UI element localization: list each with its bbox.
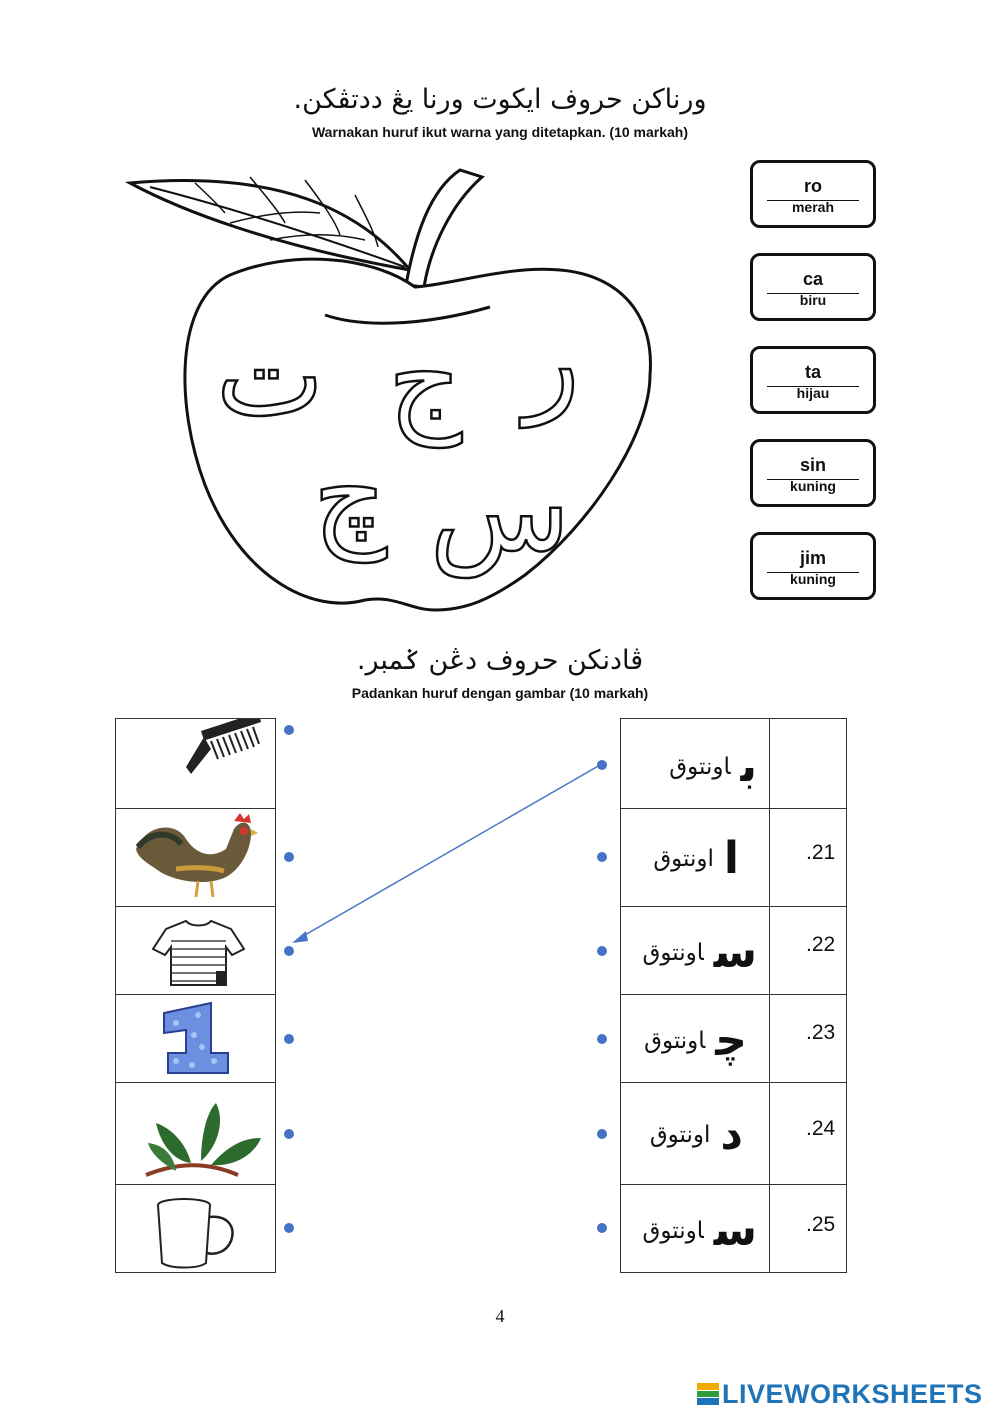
brand-mark-icon <box>697 1383 719 1405</box>
letter-cell-2 <box>620 906 770 995</box>
letter-label: ساونتوق <box>642 927 757 978</box>
apple-stem <box>406 170 482 287</box>
legend-letter: ca <box>802 269 824 289</box>
match-dot-letter-ca[interactable] <box>597 1034 607 1044</box>
number-cell-4: .24 <box>769 1082 847 1185</box>
legend-color: biru <box>799 292 827 308</box>
legend-box-ca <box>750 253 876 321</box>
legend-color: kuning <box>790 478 836 494</box>
legend-color: merah <box>791 199 835 215</box>
number-cell-2: .22 <box>769 906 847 995</box>
picture-cell-rooster <box>115 808 276 907</box>
match-dot-picture-number-one[interactable] <box>284 1034 294 1044</box>
picture-cell-cup <box>115 1184 276 1273</box>
picture-cell-number-one <box>115 994 276 1083</box>
section2-title-jawi: ڤادنکن حروف دڠن ݢمبر. <box>356 645 644 676</box>
letter-cell-3 <box>620 994 770 1083</box>
legend-color: hijau <box>796 385 830 401</box>
picture-cell-shirt <box>115 906 276 995</box>
brand-logo <box>697 1380 983 1408</box>
apple-leaf <box>130 181 410 270</box>
example-match-arrow <box>280 755 610 955</box>
letter-label: ااونتوق <box>653 833 739 884</box>
legend-letter: jim <box>799 548 826 568</box>
letter-label: داونتوق <box>649 1109 743 1160</box>
rooster-icon <box>116 809 277 908</box>
match-dot-picture-cup[interactable] <box>284 1223 294 1233</box>
section1-title-jawi: ورناکن حروف ايکوت ورنا يڠ ددتڤکن. <box>293 84 707 115</box>
apple-letter-sin[interactable]: س <box>429 444 571 578</box>
brand-name: LIVEWORKSHEETS <box>722 1378 983 1409</box>
letter-label: ساونتوق <box>642 1205 757 1256</box>
letter-cell-5 <box>620 1184 770 1273</box>
letter-cell-1 <box>620 808 770 907</box>
legend-box-jim <box>750 532 876 600</box>
apple-letter-ca[interactable]: چ <box>312 429 388 563</box>
leaves-icon <box>116 1083 277 1186</box>
legend-letter: ro <box>804 176 822 196</box>
letter-label: چاونتوق <box>644 1015 747 1066</box>
picture-cell-leaves <box>115 1082 276 1185</box>
legend-color: kuning <box>790 571 836 587</box>
section1-title-rumi: Warnakan huruf ikut warna yang ditetapkan. (10 markah) <box>311 124 689 140</box>
letter-cell-4 <box>620 1082 770 1185</box>
page-number: 4 <box>495 1306 505 1326</box>
apple-drawing <box>120 155 680 620</box>
comb-icon <box>116 719 277 810</box>
apple-letter-ro[interactable]: ر <box>524 294 580 428</box>
letter-cell-0 <box>620 718 770 809</box>
match-dot-picture-comb[interactable] <box>284 725 294 735</box>
number-cell-0 <box>769 718 847 809</box>
match-dot-picture-leaves[interactable] <box>284 1129 294 1139</box>
apple-letter-jim[interactable]: ج <box>387 314 463 448</box>
section2-title-rumi: Padankan huruf dengan gambar (10 markah) <box>351 685 649 701</box>
cup-icon <box>116 1185 277 1274</box>
number-cell-5: .25 <box>769 1184 847 1273</box>
legend-box-ta <box>750 346 876 414</box>
legend-letter: ta <box>804 362 821 382</box>
number-cell-1: .21 <box>769 808 847 907</box>
number-cell-3: .23 <box>769 994 847 1083</box>
shirt-icon <box>116 907 277 996</box>
picture-cell-comb <box>115 718 276 809</box>
letter-label: باونتوق <box>669 741 757 792</box>
match-dot-letter-sin-2[interactable] <box>597 1223 607 1233</box>
match-dot-letter-dal[interactable] <box>597 1129 607 1139</box>
legend-box-ro <box>750 160 876 228</box>
number-one-icon <box>116 995 277 1084</box>
legend-letter: sin <box>799 455 826 475</box>
arrow-head-icon <box>292 931 308 943</box>
apple-letter-ta[interactable]: ت <box>215 309 325 443</box>
legend-box-sin <box>750 439 876 507</box>
